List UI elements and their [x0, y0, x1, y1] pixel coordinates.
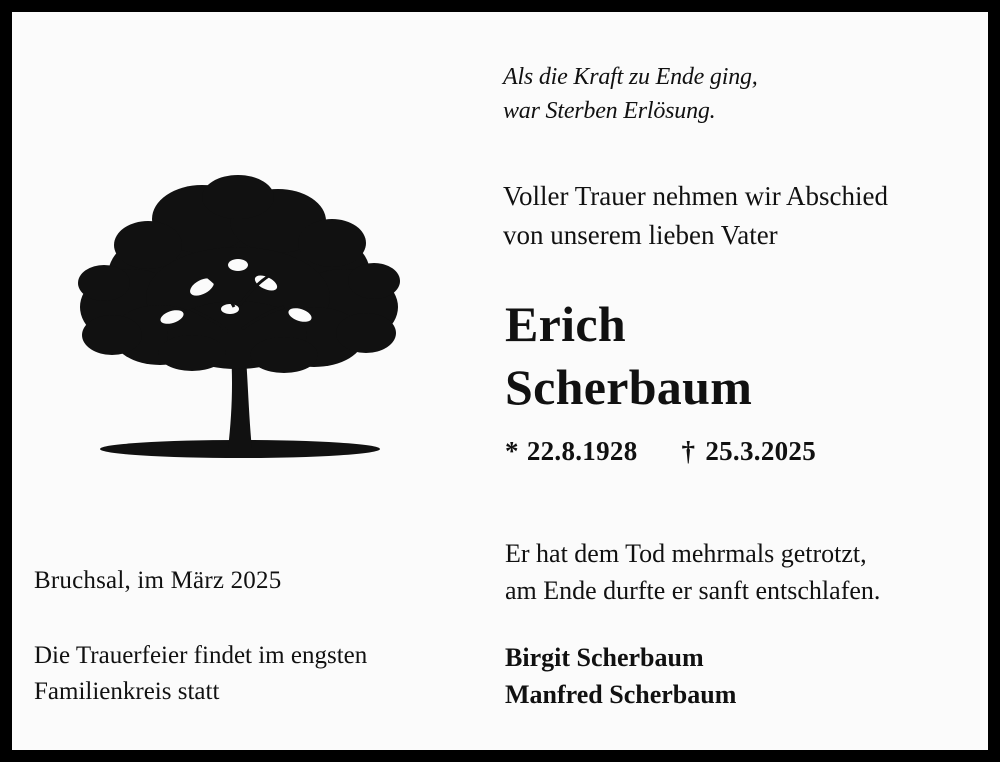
epitaph-text	[505, 536, 985, 610]
survivors-list	[505, 640, 985, 714]
intro-line-1: Voller Trauer nehmen wir Abschied	[503, 181, 888, 211]
epitaph-line-1: Er hat dem Tod mehrmals getrotzt,	[505, 539, 867, 568]
right-column	[492, 12, 1000, 750]
list-item: Birgit Scherbaum	[505, 643, 704, 672]
life-dates	[505, 436, 816, 467]
deceased-first-name: Erich	[505, 296, 626, 352]
tree-silhouette-icon	[52, 157, 422, 467]
motto-line-2: war Sterben Erlösung.	[503, 98, 716, 125]
death-date: 25.3.2025	[705, 436, 817, 466]
ceremony-note	[34, 638, 454, 709]
list-item: Manfred Scherbaum	[505, 679, 737, 709]
intro-text	[503, 177, 983, 255]
birth-symbol-icon: *	[505, 436, 519, 466]
intro-line-2: von unserem lieben Vater	[503, 219, 778, 250]
motto-line-1: Als die Kraft zu Ende ging,	[503, 64, 758, 90]
cross-icon: †	[681, 436, 696, 466]
left-column	[12, 12, 467, 750]
deceased-name	[505, 293, 985, 419]
ceremony-line-2: Familienkreis statt	[34, 677, 220, 705]
place-and-date: Bruchsal, im März 2025	[34, 567, 282, 594]
epitaph-line-2: am Ende durfte er sanft entschlafen.	[505, 575, 881, 605]
deceased-last-name: Scherbaum	[505, 359, 753, 415]
motto-verse	[503, 60, 973, 128]
obituary-inner	[12, 12, 988, 750]
ceremony-line-1: Die Trauerfeier findet im engsten	[34, 642, 368, 669]
birth-date: 22.8.1928	[526, 436, 638, 466]
